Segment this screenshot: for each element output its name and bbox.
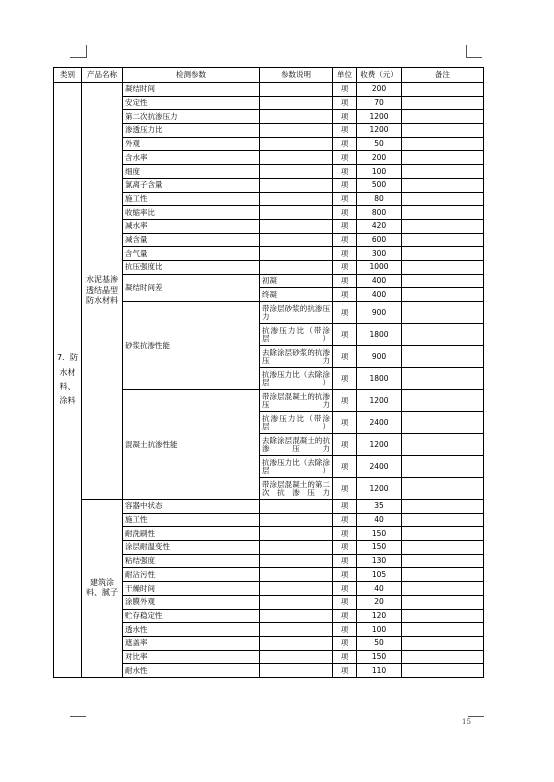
crop-mark-top-left-v [86,45,87,58]
fee-cell: 100 [357,165,402,179]
remark-cell [402,219,484,233]
remark-cell [402,500,484,514]
fee-cell: 1200 [357,390,402,412]
unit-cell: 项 [333,500,357,514]
param-cell: 氯离子含量 [123,178,260,192]
fee-cell: 1200 [357,434,402,456]
note-cell: 抗渗压力比（带涂层） [260,412,333,434]
param-cell: 渗透压力比 [123,124,260,138]
param-cell: 耐洗刷性 [123,527,260,541]
note-cell: 初凝 [260,274,333,288]
remark-cell [402,478,484,500]
unit-cell: 项 [333,192,357,206]
param-cell: 涂层耐温变性 [123,541,260,555]
remark-cell [402,568,484,582]
param-cell: 抗压强度比 [123,260,260,274]
fee-cell: 1200 [357,478,402,500]
header-param: 检测参数 [123,68,260,83]
remark-cell [402,302,484,324]
table-row [54,83,484,97]
unit-cell: 项 [333,568,357,582]
note-cell [260,554,333,568]
remark-cell [402,206,484,220]
unit-cell: 项 [333,83,357,97]
fee-cell: 900 [357,302,402,324]
fee-cell: 50 [357,636,402,650]
fee-cell: 1200 [357,124,402,138]
remark-cell [402,178,484,192]
unit-cell: 项 [333,664,357,678]
param-cell: 凝结时间差 [123,274,260,301]
unit-cell: 项 [333,390,357,412]
fee-cell: 110 [357,664,402,678]
note-cell [260,96,333,110]
fee-cell: 1200 [357,110,402,124]
unit-cell: 项 [333,260,357,274]
param-cell: 容器中状态 [123,500,260,514]
unit-cell: 项 [333,478,357,500]
param-cell: 减水率 [123,219,260,233]
note-cell [260,247,333,261]
note-cell [260,260,333,274]
remark-cell [402,346,484,368]
fee-cell: 150 [357,527,402,541]
remark-cell [402,664,484,678]
unit-cell: 项 [333,609,357,623]
param-cell: 安定性 [123,96,260,110]
remark-cell [402,137,484,151]
unit-cell: 项 [333,636,357,650]
note-cell: 去除涂层砂浆的抗渗压力 [260,346,333,368]
remark-cell [402,368,484,390]
param-cell: 耐水性 [123,664,260,678]
remark-cell [402,151,484,165]
note-cell: 终凝 [260,288,333,302]
remark-cell [402,260,484,274]
unit-cell: 项 [333,288,357,302]
remark-cell [402,623,484,637]
remark-cell [402,247,484,261]
note-cell [260,206,333,220]
param-cell: 涂膜外观 [123,595,260,609]
header-unit: 单位 [333,68,357,83]
header-category: 类别 [54,68,82,83]
remark-cell [402,288,484,302]
unit-cell: 项 [333,124,357,138]
unit-cell: 项 [333,595,357,609]
fee-cell: 300 [357,247,402,261]
crop-mark-top-right-v [466,45,467,58]
remark-cell [402,434,484,456]
fee-cell: 1800 [357,368,402,390]
remark-cell [402,233,484,247]
param-cell: 凝结时间 [123,83,260,97]
note-cell: 抗渗压力比（去除涂层） [260,456,333,478]
unit-cell: 项 [333,650,357,664]
note-cell [260,110,333,124]
fee-cell: 120 [357,609,402,623]
unit-cell: 项 [333,151,357,165]
note-cell [260,178,333,192]
unit-cell: 项 [333,302,357,324]
header-note: 参数说明 [260,68,333,83]
param-cell: 耐沾污性 [123,568,260,582]
remark-cell [402,513,484,527]
remark-cell [402,456,484,478]
note-cell [260,219,333,233]
note-cell [260,165,333,179]
note-cell: 带涂层砂浆的抗渗压力 [260,302,333,324]
unit-cell: 项 [333,247,357,261]
param-cell: 施工性 [123,192,260,206]
param-cell: 第二次抗渗压力 [123,110,260,124]
unit-cell: 项 [333,274,357,288]
param-cell: 减含量 [123,233,260,247]
param-cell: 收缩率比 [123,206,260,220]
remark-cell [402,527,484,541]
remark-cell [402,165,484,179]
fee-cell: 400 [357,288,402,302]
fee-cell: 400 [357,274,402,288]
product-cell: 建筑涂料、腻子 [82,500,123,678]
unit-cell: 项 [333,346,357,368]
param-cell: 对比率 [123,650,260,664]
fee-cell: 800 [357,206,402,220]
remark-cell [402,582,484,596]
remark-cell [402,650,484,664]
unit-cell: 项 [333,456,357,478]
fee-cell: 20 [357,595,402,609]
note-cell: 带涂层混凝土的抗渗压力 [260,390,333,412]
note-cell: 带涂层混凝土的第二次抗渗压力 [260,478,333,500]
note-cell [260,541,333,555]
fee-cell: 1000 [357,260,402,274]
fee-cell: 40 [357,582,402,596]
fee-cell: 130 [357,554,402,568]
note-cell [260,595,333,609]
note-cell [260,623,333,637]
note-cell [260,192,333,206]
remark-cell [402,274,484,288]
note-cell [260,151,333,165]
param-cell: 干燥时间 [123,582,260,596]
note-cell [260,233,333,247]
unit-cell: 项 [333,623,357,637]
crop-mark-top-left [70,57,86,58]
param-cell: 细度 [123,165,260,179]
note-cell [260,636,333,650]
remark-cell [402,192,484,206]
remark-cell [402,110,484,124]
table-header-row [54,68,484,83]
unit-cell: 项 [333,206,357,220]
note-cell [260,513,333,527]
note-cell: 去除涂层混凝土的抗渗压力 [260,434,333,456]
fee-cell: 600 [357,233,402,247]
fee-cell: 2400 [357,456,402,478]
param-cell: 外观 [123,137,260,151]
note-cell [260,137,333,151]
unit-cell: 项 [333,554,357,568]
remark-cell [402,83,484,97]
unit-cell: 项 [333,165,357,179]
fee-table [53,67,484,678]
fee-cell: 200 [357,151,402,165]
category-cell: 7．防水材料、涂料 [54,83,82,678]
remark-cell [402,595,484,609]
remark-cell [402,541,484,555]
fee-cell: 150 [357,650,402,664]
crop-mark-bottom-right [468,716,484,717]
fee-cell: 80 [357,192,402,206]
note-cell [260,124,333,138]
remark-cell [402,609,484,623]
note-cell: 抗渗压力比（去除涂层） [260,368,333,390]
crop-mark-top-right [466,57,482,58]
fee-cell: 900 [357,346,402,368]
note-cell [260,582,333,596]
unit-cell: 项 [333,527,357,541]
page-number: 15 [462,718,471,726]
remark-cell [402,636,484,650]
unit-cell: 项 [333,110,357,124]
param-cell: 遮盖率 [123,636,260,650]
param-cell: 施工性 [123,513,260,527]
unit-cell: 项 [333,412,357,434]
note-cell [260,500,333,514]
note-cell [260,664,333,678]
header-product: 产品名称 [82,68,123,83]
unit-cell: 项 [333,137,357,151]
unit-cell: 项 [333,96,357,110]
unit-cell: 项 [333,434,357,456]
param-cell: 混凝土抗渗性能 [123,390,260,500]
fee-cell: 40 [357,513,402,527]
unit-cell: 项 [333,324,357,346]
param-cell: 粘结强度 [123,554,260,568]
note-cell [260,527,333,541]
unit-cell: 项 [333,178,357,192]
remark-cell [402,554,484,568]
crop-mark-bottom-left [70,716,86,717]
fee-cell: 50 [357,137,402,151]
remark-cell [402,96,484,110]
note-cell [260,83,333,97]
fee-cell: 100 [357,623,402,637]
remark-cell [402,124,484,138]
param-cell: 贮存稳定性 [123,609,260,623]
unit-cell: 项 [333,582,357,596]
note-cell: 抗渗压力比（带涂层） [260,324,333,346]
fee-cell: 2400 [357,412,402,434]
remark-cell [402,390,484,412]
param-cell: 含水率 [123,151,260,165]
unit-cell: 项 [333,219,357,233]
fee-cell: 70 [357,96,402,110]
fee-cell: 1800 [357,324,402,346]
unit-cell: 项 [333,368,357,390]
remark-cell [402,412,484,434]
fee-cell: 200 [357,83,402,97]
product-cell: 水泥基渗透结晶型防水材料 [82,83,123,500]
note-cell [260,650,333,664]
fee-cell: 420 [357,219,402,233]
header-fee: 收费（元） [357,68,402,83]
table-row [54,500,484,514]
unit-cell: 项 [333,233,357,247]
note-cell [260,609,333,623]
header-remark: 备注 [402,68,484,83]
param-cell: 透水性 [123,623,260,637]
unit-cell: 项 [333,541,357,555]
param-cell: 砂浆抗渗性能 [123,302,260,390]
note-cell [260,568,333,582]
fee-cell: 35 [357,500,402,514]
unit-cell: 项 [333,513,357,527]
param-cell: 含气量 [123,247,260,261]
fee-cell: 105 [357,568,402,582]
fee-cell: 500 [357,178,402,192]
remark-cell [402,324,484,346]
fee-cell: 150 [357,541,402,555]
